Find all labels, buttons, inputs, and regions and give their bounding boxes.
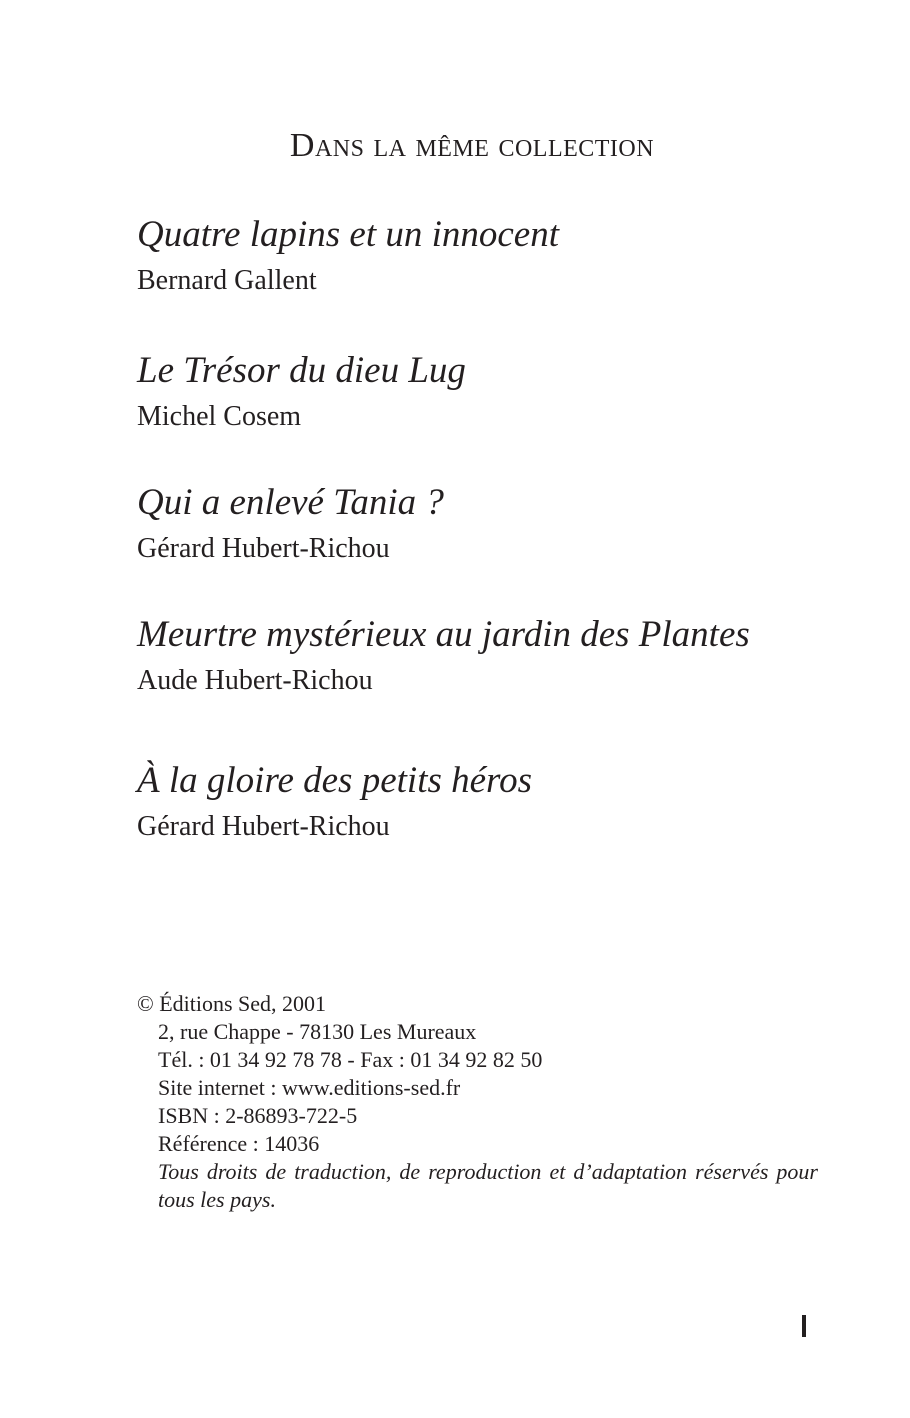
publisher-phone-fax: Tél. : 01 34 92 78 78 - Fax : 01 34 92 82 50	[158, 1047, 543, 1072]
book-author: Gérard Hubert-Richou	[137, 533, 390, 564]
reference-number: Référence : 14036	[158, 1131, 320, 1156]
isbn: ISBN : 2-86893-722-5	[158, 1103, 358, 1128]
book-title: Le Trésor du dieu Lug	[137, 350, 466, 391]
rights-notice: Tous droits de traduction, de reproduction et d’adaptation réservés pour tous les pays.	[158, 1159, 818, 1212]
book-title: Qui a enlevé Tania ?	[137, 482, 444, 523]
publisher-address: 2, rue Chappe - 78130 Les Mureaux	[158, 1019, 477, 1044]
publisher-copyright: © Éditions Sed, 2001	[137, 991, 327, 1016]
book-title: Quatre lapins et un innocent	[137, 214, 560, 255]
book-author: Bernard Gallent	[137, 265, 317, 296]
book-author: Aude Hubert-Richou	[137, 665, 373, 696]
page-edge-mark	[802, 1315, 806, 1337]
list-item	[137, 480, 857, 567]
list-item	[137, 212, 857, 299]
list-item	[137, 612, 857, 699]
colophon	[137, 990, 837, 1214]
book-author: Gérard Hubert-Richou	[137, 811, 390, 842]
collection-heading: Dans la même collection	[289, 127, 655, 164]
book-title: Meurtre mystérieux au jardin des Plantes	[137, 614, 750, 655]
book-author: Michel Cosem	[137, 401, 302, 432]
book-title: À la gloire des petits héros	[137, 760, 532, 801]
list-item	[137, 348, 857, 435]
publisher-website: Site internet : www.editions-sed.fr	[158, 1075, 461, 1100]
list-item	[137, 758, 857, 845]
